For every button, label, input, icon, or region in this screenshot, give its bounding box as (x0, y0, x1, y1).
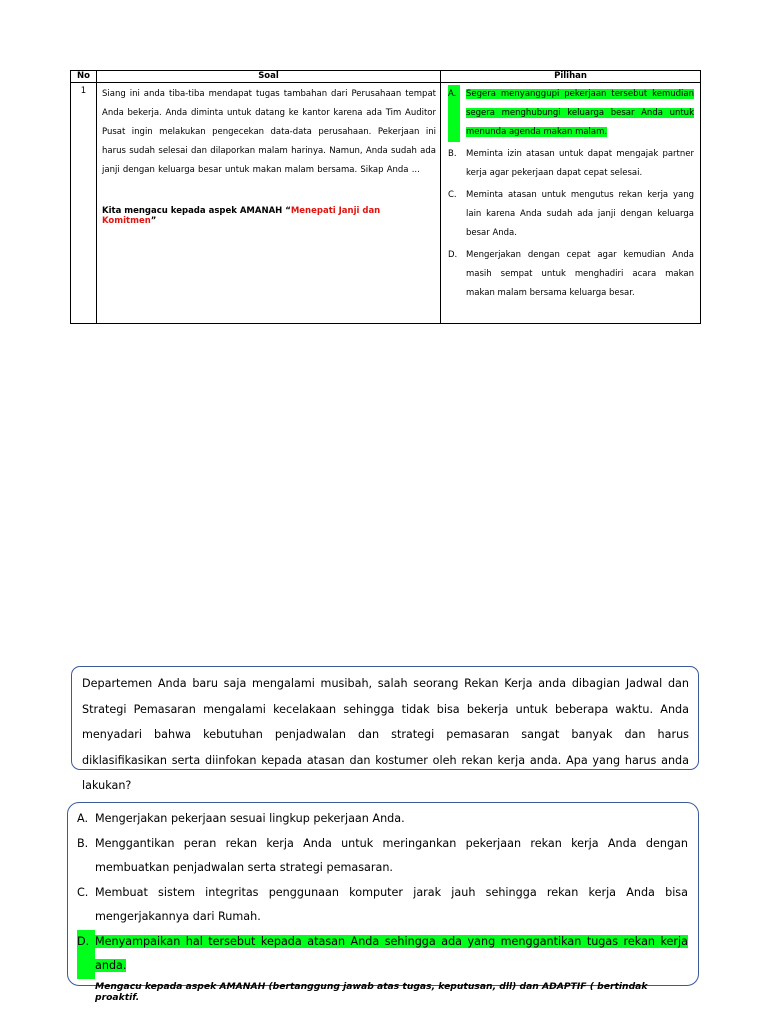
answer-d[interactable] (77, 930, 688, 979)
question-table (70, 70, 701, 324)
header-no: No (71, 71, 97, 83)
option-c[interactable] (448, 186, 694, 243)
option-a[interactable] (448, 85, 694, 142)
answer-text: Menggantikan peran rekan kerja Anda untuk meringankan pekerjaan rekan kerja Anda dengan membuatkan penjadwalan serta strategi pemasaran. (95, 836, 688, 874)
pilihan-cell (441, 83, 701, 324)
question2-box (71, 666, 699, 792)
header-soal: Soal (97, 71, 441, 83)
option-letter: C. (448, 190, 457, 200)
row-number: 1 (71, 83, 97, 324)
answer-letter: C. (77, 885, 89, 899)
soal-note (102, 206, 436, 226)
option-letter: A. (448, 85, 460, 142)
soal-text: Siang ini anda tiba-tiba mendapat tugas tambahan dari Perusahaan tempat Anda bekerja. Anda diminta untuk datang ke kantor karena ada Tim Auditor Pusat ingin melakukan pengecekan data-data perusahaan. Pekerjaan ini harus sudah selesai dan dilaporkan malam harinya. Namun, Anda sudah ada janji dengan keluarga besar untuk makan malam bersama. Sikap Anda ... (102, 89, 436, 175)
answer-text: Membuat sistem integritas penggunaan komputer jarak jauh sehingga rekan kerja Anda bisa mengerjakannya dari Rumah. (95, 885, 688, 923)
note-prefix: Kita mengacu kepada aspek AMANAH “ (102, 206, 291, 216)
soal-cell (97, 83, 441, 324)
table-header-row (71, 71, 701, 83)
answer-b[interactable] (77, 832, 688, 881)
note-highlight: Menepati Janji dan Komitmen (102, 206, 381, 226)
answer-text: Menyampaikan hal tersebut kepada atasan Anda sehingga ada yang menggantikan tugas rekan kerja anda. (95, 934, 688, 972)
option-text: Meminta atasan untuk mengutus rekan kerja yang lain karena Anda sudah ada janji dengan keluarga besar Anda. (466, 190, 694, 238)
answer-note: Mengacu kepada aspek AMANAH (bertanggung jawab atas tugas, keputusan, dll) dan ADAPTIF ( bertindak proaktif. (95, 980, 648, 1003)
note-suffix: ” (150, 216, 157, 226)
answer-text: Mengerjakan pekerjaan sesuai lingkup pekerjaan Anda. (95, 812, 405, 825)
option-b[interactable] (448, 145, 694, 183)
answer-letter: B. (77, 836, 89, 850)
answer-c[interactable] (77, 881, 688, 930)
question2-text: Departemen Anda baru saja mengalami musibah, salah seorang Rekan Kerja anda dibagian Jadwal dan Strategi Pemasaran mengalami kecelakaan sehingga tidak bisa bekerja untuk beberapa waktu. Anda menyadari bahwa kebutuhan penjadwalan dan strategi pemasaran sangat banyak dan harus diklasifikasikan serta diinfokan kepada atasan dan kostumer oleh rekan kerja anda. Apa yang harus anda lakukan? (82, 677, 689, 792)
option-letter: D. (448, 250, 458, 260)
answer-letter: A. (77, 812, 89, 825)
option-text: Meminta izin atasan untuk dapat mengajak partner kerja agar pekerjaan dapat cepat selesai. (466, 149, 694, 178)
option-text: Mengerjakan dengan cepat agar kemudian Anda masih sempat untuk menghadiri acara makan makan malam bersama keluarga besar. (466, 250, 694, 298)
answer-a[interactable] (77, 807, 688, 832)
option-text: Segera menyanggupi pekerjaan tersebut kemudian segera menghubungi keluarga besar Anda untuk menunda agenda makan malam. (466, 89, 694, 137)
table-row (71, 83, 701, 324)
answer-letter: D. (77, 930, 95, 979)
answers2-box (67, 802, 699, 1003)
option-letter: B. (448, 149, 457, 159)
header-pilihan: Pilihan (441, 71, 701, 83)
option-d[interactable] (448, 246, 694, 303)
